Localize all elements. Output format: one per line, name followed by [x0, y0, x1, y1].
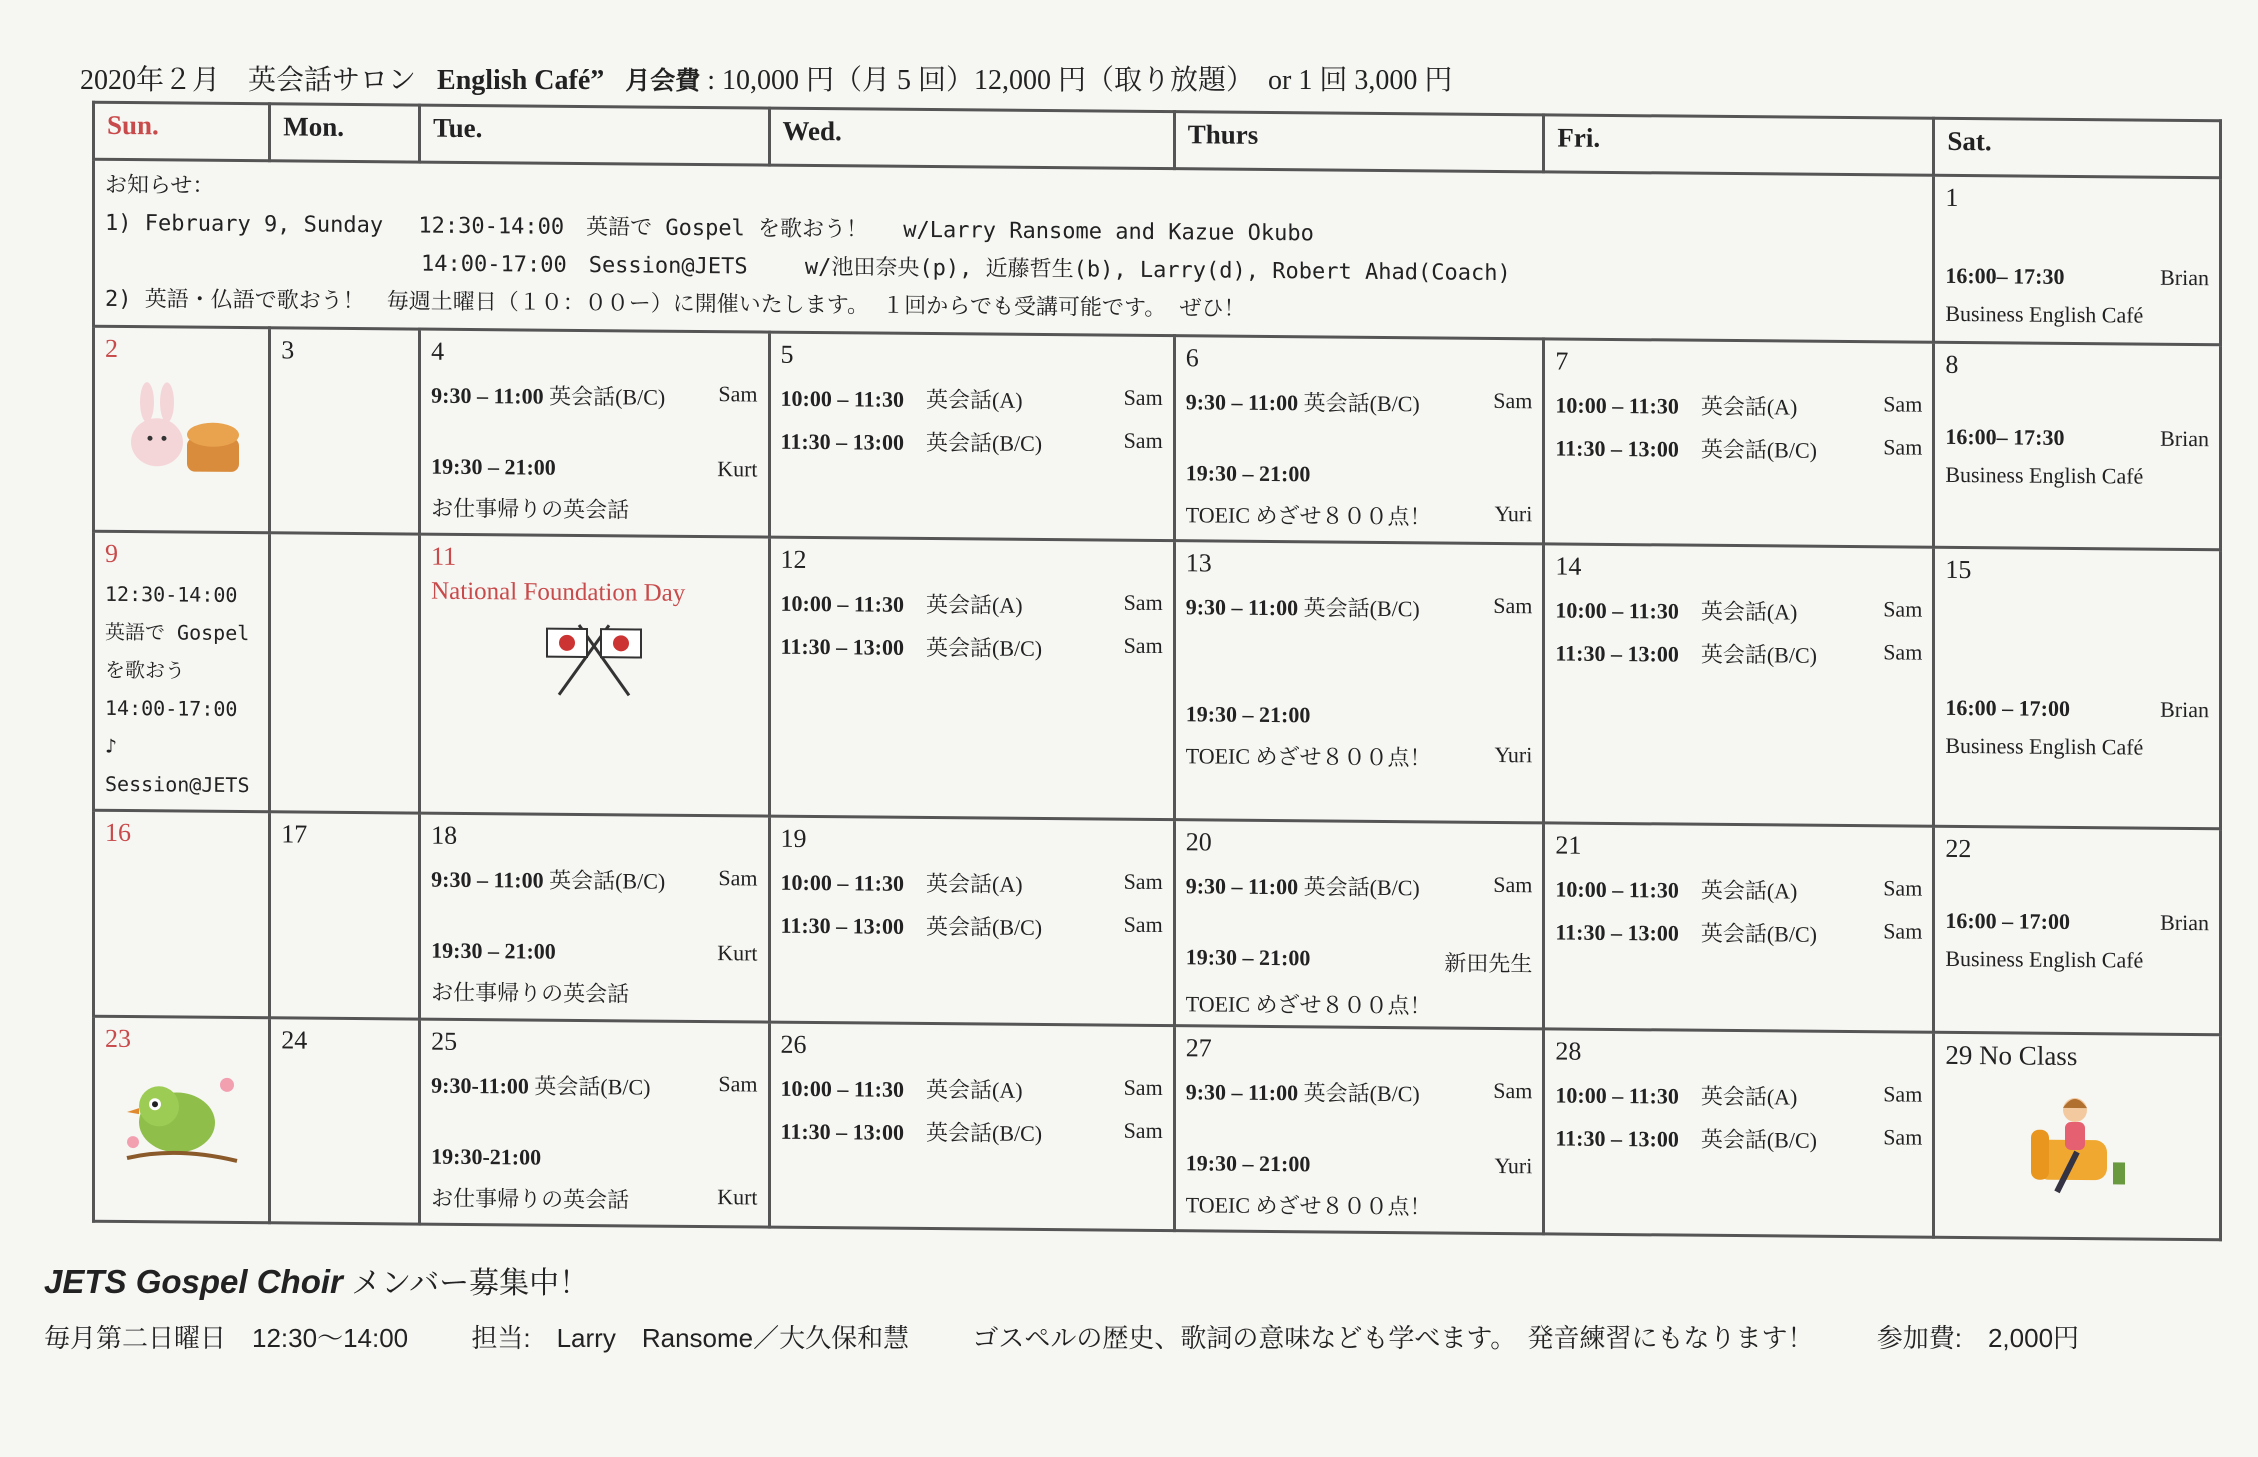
- class-time: 11:30 – 13:00: [1555, 919, 1679, 946]
- class-label: 英会話(B/C): [1700, 1126, 1817, 1153]
- class-label: 英会話(B/C): [549, 867, 666, 894]
- class-time: 9:30-11:00: [431, 1072, 529, 1099]
- day-cell-5: [769, 332, 1174, 541]
- class-teacher: Sam: [1493, 871, 1533, 898]
- day-cell-11: [420, 534, 769, 816]
- class-entry: [1186, 590, 1533, 624]
- day-cell-20: [1174, 820, 1544, 1029]
- header-wed: Wed.: [769, 108, 1174, 169]
- class-time: 10:00 – 11:30: [780, 385, 904, 412]
- gospel-label: を歌おう: [105, 657, 185, 683]
- class-entry: [1186, 739, 1533, 773]
- day-number: 14: [1555, 551, 1582, 581]
- page-title: 2020年２月 英会話サロン: [80, 65, 417, 96]
- day-cell-24: [270, 1018, 420, 1224]
- fee-label: 月会費: [625, 68, 701, 95]
- day-number: 21: [1555, 830, 1582, 860]
- class-teacher: Sam: [1883, 639, 1923, 665]
- class-time: 10:00 – 11:30: [780, 869, 904, 896]
- day-cell-8: [1934, 342, 2221, 550]
- class-teacher: Brian: [2160, 425, 2209, 452]
- class-teacher: Sam: [1493, 592, 1533, 619]
- bird-icon: [117, 1062, 247, 1173]
- class-entry: [1945, 695, 2209, 723]
- choir-details: [44, 1318, 2079, 1355]
- day-number: 22: [1945, 833, 1972, 864]
- week-row-3: [94, 531, 2221, 829]
- class-entry: [1555, 593, 1922, 627]
- class-entry: [431, 1144, 757, 1173]
- class-time: 9:30 – 11:00: [1185, 594, 1299, 621]
- week-row-2: [94, 326, 2221, 550]
- day-number: 8: [1945, 349, 1959, 379]
- class-time: 9:30 – 11:00: [1185, 873, 1299, 900]
- day-number: 28: [1555, 1036, 1582, 1066]
- gospel-label: 英語で Gospel: [105, 619, 250, 646]
- class-teacher: Brian: [2160, 909, 2209, 936]
- class-teacher: Sam: [1123, 427, 1163, 454]
- class-entry: [431, 938, 757, 967]
- day-number: 16: [105, 817, 131, 848]
- bunny-icon: [117, 372, 247, 483]
- day-number: 5: [780, 339, 794, 369]
- class-label: 英会話(B/C): [1303, 390, 1420, 417]
- class-time: 10:00 – 11:30: [780, 590, 904, 617]
- header-sat: Sat.: [1934, 118, 2221, 178]
- class-name: Business English Café: [1945, 732, 2144, 760]
- class-entry: [1186, 869, 1533, 903]
- class-entry: [1186, 385, 1533, 419]
- class-time: 16:00– 17:30: [1945, 262, 2065, 289]
- class-time: 19:30 – 21:00: [1185, 460, 1311, 487]
- calendar-table: [92, 101, 2222, 1242]
- class-label: 英会話(A): [1700, 598, 1798, 625]
- class-entry: [1186, 944, 1533, 978]
- class-teacher: Sam: [1883, 434, 1923, 460]
- day-cell-10: [270, 533, 420, 813]
- choir-schedule: 毎月第二日曜日 12:30～14:00: [44, 1323, 409, 1353]
- class-entry: [431, 863, 757, 897]
- day-number: 4: [431, 336, 445, 366]
- day-cell-6: [1174, 336, 1544, 544]
- class-time: 19:30 – 21:00: [1185, 1150, 1311, 1177]
- class-time: 9:30 – 11:00: [431, 866, 544, 893]
- day-cell-25: [420, 1019, 769, 1227]
- class-name: Business English Café: [1945, 945, 2144, 973]
- class-time: 11:30 – 13:00: [780, 428, 904, 455]
- day-cell-14: [1544, 544, 1934, 826]
- class-teacher: Kurt: [717, 940, 758, 966]
- class-entry: [1186, 1150, 1533, 1179]
- class-label: 英会話(A): [926, 1076, 1023, 1103]
- session-time: 14:00-17:00 ♪: [105, 695, 238, 758]
- day-cell-23: [94, 1016, 270, 1223]
- class-entry: [431, 1069, 757, 1103]
- day-number: 24: [281, 1025, 308, 1055]
- notice-line-1: 1) February 9, Sunday 12:30-14:00 英語で Gospel を歌おう！ w/Larry Ransome and Kazue Okubo: [105, 210, 1314, 247]
- class-entry: [1945, 908, 2209, 936]
- reading-woman-icon: [2017, 1080, 2137, 1201]
- day-number: 25: [431, 1026, 458, 1056]
- day-cell-13: [1174, 541, 1544, 823]
- class-label: 英会話(B/C): [926, 913, 1043, 940]
- class-time: 16:00– 17:30: [1945, 423, 2065, 450]
- class-time: 11:30 – 13:00: [1555, 640, 1679, 667]
- header-thu: Thurs: [1174, 112, 1544, 172]
- class-teacher: Brian: [2160, 696, 2209, 723]
- day-cell-7: [1544, 339, 1934, 547]
- class-entry: [431, 1182, 757, 1216]
- class-teacher: 新田先生: [1444, 950, 1533, 977]
- class-label: 英会話(B/C): [1303, 595, 1420, 622]
- class-entry: [781, 909, 1163, 943]
- class-label: 英会話(B/C): [926, 429, 1043, 456]
- day-number: 1: [1945, 182, 1959, 212]
- day-cell-29: [1934, 1032, 2221, 1240]
- fee-text: : 10,000 円（月 5 回）12,000 円（取り放題） or 1 回 3,000 円: [707, 65, 1453, 96]
- no-class-label: 29 No Class: [1945, 1039, 2078, 1072]
- gospel-time: 12:30-14:00: [105, 581, 238, 607]
- class-teacher: Sam: [1493, 1077, 1533, 1104]
- class-time: 11:30 – 13:00: [780, 633, 904, 660]
- class-label: 英会話(B/C): [1700, 436, 1817, 463]
- class-time: 10:00 – 11:30: [1555, 876, 1679, 903]
- class-label: 英会話(A): [926, 591, 1023, 618]
- week-row-5: [94, 1016, 2221, 1240]
- class-entry: [1555, 1078, 1922, 1112]
- class-label: 英会話(A): [926, 386, 1023, 413]
- class-entry: [1186, 1075, 1533, 1109]
- class-entry: [781, 1072, 1163, 1106]
- class-teacher: Sam: [1123, 632, 1163, 659]
- class-teacher: Sam: [1493, 387, 1533, 414]
- day-cell-12: [769, 537, 1174, 820]
- choir-name: JETS Gospel Choir: [44, 1263, 343, 1300]
- class-time: 11:30 – 13:00: [780, 912, 904, 939]
- class-time: 19:30-21:00: [431, 1143, 542, 1170]
- class-teacher: Sam: [1123, 1117, 1163, 1144]
- class-teacher: Sam: [1883, 875, 1923, 901]
- class-time: 19:30 – 21:00: [431, 937, 556, 964]
- class-time: 19:30 – 21:00: [1185, 944, 1311, 971]
- day-number: 18: [431, 820, 458, 850]
- class-teacher: Sam: [1883, 918, 1923, 944]
- day-cell-4: [420, 329, 769, 537]
- day-cell-15: [1934, 547, 2221, 829]
- class-label: TOEIC めざせ８００点！: [1185, 502, 1432, 530]
- class-label: 英会話(B/C): [549, 383, 666, 410]
- class-teacher: Kurt: [717, 1184, 758, 1210]
- day-cell-21: [1544, 823, 1934, 1032]
- day-number: 2: [105, 333, 118, 363]
- class-time: 11:30 – 13:00: [1555, 1125, 1679, 1152]
- class-time: 9:30 – 11:00: [1185, 389, 1299, 416]
- day-number: 15: [1945, 554, 1972, 585]
- cafe-name: English Café”: [437, 65, 605, 96]
- class-teacher: Yuri: [1494, 1152, 1533, 1179]
- class-teacher: Sam: [1123, 589, 1163, 616]
- class-label: 英会話(A): [1700, 393, 1798, 420]
- gospel-note: [105, 575, 258, 804]
- day-number: 20: [1185, 827, 1212, 857]
- class-time: 11:30 – 13:00: [780, 1118, 904, 1145]
- class-entry: [1555, 388, 1922, 422]
- day-number: 19: [780, 823, 807, 853]
- class-entry: [1555, 431, 1922, 465]
- day-number: 6: [1185, 343, 1199, 373]
- class-label: 英会話(A): [1700, 877, 1798, 904]
- class-label: 英会話(B/C): [1303, 874, 1420, 901]
- header-tue: Tue.: [420, 105, 769, 165]
- class-teacher: Sam: [1883, 391, 1923, 417]
- class-teacher: Yuri: [1494, 500, 1533, 527]
- class-label: 英会話(B/C): [534, 1073, 651, 1100]
- day-cell-2: [94, 326, 270, 533]
- class-label: 英会話(A): [1700, 1083, 1798, 1110]
- class-time: 10:00 – 11:30: [1555, 1082, 1679, 1109]
- class-teacher: Kurt: [717, 456, 758, 482]
- day-number: 3: [281, 335, 295, 365]
- day-cell-1: [1934, 175, 2221, 345]
- class-time: 11:30 – 13:00: [1555, 435, 1679, 462]
- class-time: 9:30 – 11:00: [1185, 1079, 1299, 1106]
- choir-description: ゴスペルの歴史、歌詞の意味なども学べます。 発音練習にもなります！: [972, 1323, 1814, 1353]
- class-label: 英会話(B/C): [1700, 641, 1817, 668]
- day-cell-28: [1544, 1029, 1934, 1237]
- choir-fee: 参加費: 2,000円: [1876, 1323, 2080, 1353]
- class-teacher: Sam: [1883, 596, 1923, 622]
- class-teacher: Sam: [1883, 1081, 1923, 1107]
- day-cell-19: [769, 816, 1174, 1026]
- flags-icon: [539, 615, 649, 706]
- class-label: お仕事帰りの英会話: [431, 495, 630, 523]
- class-name: Business English Café: [1945, 300, 2144, 328]
- day-number: 17: [281, 819, 308, 849]
- class-time: 10:00 – 11:30: [1555, 597, 1679, 624]
- class-teacher: Sam: [718, 865, 758, 891]
- class-label: 英会話(B/C): [1303, 1080, 1420, 1107]
- notice-line-2: 14:00-17:00 Session@JETS w/池田奈央(p), 近藤哲生(b), Larry(d), Robert Ahad(Coach): [421, 251, 1511, 287]
- class-teacher: Sam: [1123, 1074, 1163, 1101]
- class-time: 16:00 – 17:00: [1945, 907, 2070, 934]
- class-teacher: Sam: [718, 1071, 758, 1097]
- class-teacher: Brian: [2160, 264, 2209, 291]
- day-cell-16: [94, 810, 270, 1018]
- class-label: 英会話(B/C): [926, 1119, 1043, 1146]
- class-time: 10:00 – 11:30: [780, 1075, 904, 1102]
- class-label: TOEIC めざせ８００点！: [1185, 743, 1432, 771]
- class-entry: [1555, 872, 1922, 906]
- class-entry: [781, 630, 1163, 664]
- holiday-label: National Foundation Day: [431, 577, 686, 607]
- class-entry: [781, 1115, 1163, 1149]
- class-label: 英会話(B/C): [926, 634, 1043, 661]
- day-number: 9: [105, 538, 118, 568]
- header-mon: Mon.: [270, 104, 420, 162]
- class-label: お仕事帰りの英会話: [431, 979, 630, 1007]
- class-entry: [781, 425, 1163, 459]
- header-fri: Fri.: [1544, 115, 1934, 175]
- class-entry: [1186, 701, 1533, 730]
- class-teacher: Sam: [718, 381, 758, 407]
- class-name: Business English Café: [1945, 461, 2144, 489]
- day-cell-22: [1934, 826, 2221, 1035]
- class-entry: [781, 382, 1163, 416]
- day-cell-17: [270, 812, 420, 1019]
- header-sun: Sun.: [94, 102, 270, 161]
- week-row-1: [94, 159, 2221, 345]
- class-time: 19:30 – 21:00: [1185, 701, 1311, 728]
- class-label: 英会話(A): [926, 870, 1023, 897]
- class-label: TOEIC めざせ８００点！: [1185, 991, 1432, 1019]
- day-number: 26: [780, 1029, 807, 1059]
- notice-line-3: 2) 英語・仏語で歌おう！ 毎週土曜日（１０：００ー）に開催いたします。 １回からでも受講可能です。 ぜひ！: [105, 286, 1246, 322]
- class-time: 10:00 – 11:30: [1555, 392, 1679, 419]
- week-row-4: [94, 810, 2221, 1035]
- class-entry: [431, 454, 757, 483]
- session-label: Session@JETS: [105, 771, 250, 798]
- class-teacher: Sam: [1883, 1124, 1923, 1150]
- day-cell-26: [769, 1022, 1174, 1231]
- page-header: [80, 58, 1466, 98]
- class-entry: [1555, 1121, 1922, 1155]
- choir-heading: [44, 1258, 589, 1302]
- day-number: 27: [1185, 1033, 1212, 1063]
- class-time: 9:30 – 11:00: [431, 382, 544, 409]
- day-cell-18: [420, 813, 769, 1022]
- class-time: 16:00 – 17:00: [1945, 694, 2070, 721]
- class-teacher: Sam: [1123, 911, 1163, 938]
- class-entry: [431, 379, 757, 413]
- class-entry: [1945, 263, 2209, 291]
- day-cell-9: [94, 531, 270, 812]
- day-cell-27: [1174, 1026, 1544, 1234]
- class-entry: [1555, 636, 1922, 670]
- day-number: 12: [780, 544, 807, 574]
- class-time: 19:30 – 21:00: [431, 453, 556, 480]
- choir-leader: 担当: Larry Ransome／大久保和慧: [471, 1323, 910, 1353]
- day-number: 23: [105, 1023, 131, 1054]
- class-teacher: Sam: [1123, 868, 1163, 895]
- day-number: 13: [1185, 548, 1212, 578]
- class-teacher: Sam: [1123, 384, 1163, 411]
- choir-recruit: メンバー募集中！: [351, 1267, 590, 1300]
- class-entry: [1555, 915, 1922, 949]
- class-entry: [1186, 460, 1533, 489]
- class-label: 英会話(B/C): [1700, 920, 1817, 947]
- class-entry: [1945, 424, 2209, 452]
- notice-cell: [94, 159, 1934, 342]
- notice-title: お知らせ：: [105, 172, 215, 199]
- class-entry: [781, 587, 1163, 621]
- class-label: TOEIC めざせ８００点！: [1185, 1192, 1432, 1220]
- class-entry: [1186, 498, 1533, 532]
- day-cell-3: [270, 328, 420, 534]
- class-label: お仕事帰りの英会話: [431, 1185, 630, 1213]
- class-entry: [781, 866, 1163, 900]
- day-number: 11: [431, 541, 457, 571]
- class-teacher: Yuri: [1494, 741, 1533, 768]
- day-number: 7: [1555, 346, 1569, 376]
